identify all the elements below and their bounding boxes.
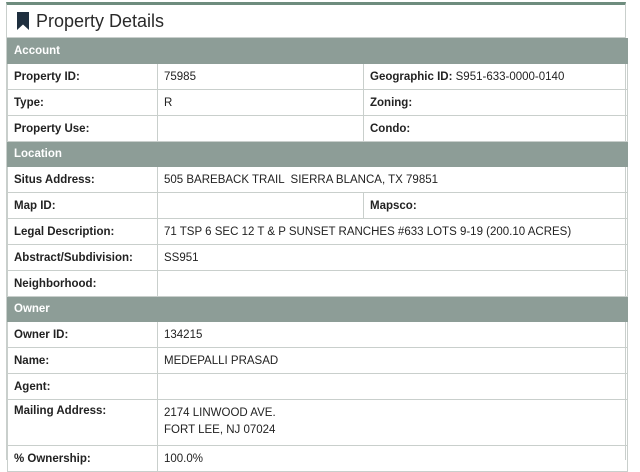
agent-value xyxy=(158,374,628,400)
abstract-subdivision-label: Abstract/Subdivision: xyxy=(8,245,158,271)
owner-id-value: 134215 xyxy=(158,322,628,348)
section-owner xyxy=(8,297,628,322)
property-details-panel xyxy=(6,2,626,465)
table-row xyxy=(8,348,628,374)
condo-label: Condo: xyxy=(370,122,411,135)
table-row xyxy=(8,193,628,219)
geographic-id-value: S951-633-0000-0140 xyxy=(455,70,565,83)
situs-address-value: 505 BAREBACK TRAIL SIERRA BLANCA, TX 79851 xyxy=(158,167,628,193)
bookmark-icon xyxy=(16,12,30,30)
mailing-address-value xyxy=(158,400,628,446)
table-row xyxy=(8,400,628,446)
mapsco-cell xyxy=(364,193,628,219)
type-value: R xyxy=(158,90,364,116)
mailing-address-label: Mailing Address: xyxy=(8,400,158,446)
table-row xyxy=(8,167,628,193)
page-title: Property Details xyxy=(36,10,165,31)
mapsco-label: Mapsco: xyxy=(370,199,417,212)
property-table xyxy=(7,38,628,472)
table-row xyxy=(8,446,628,472)
table-row xyxy=(8,64,628,90)
owner-name-value: MEDEPALLI PRASAD xyxy=(158,348,628,374)
geographic-id-cell xyxy=(364,64,628,90)
abstract-subdivision-value: SS951 xyxy=(158,245,628,271)
map-id-value xyxy=(158,193,364,219)
condo-cell xyxy=(364,116,628,142)
property-use-value xyxy=(158,116,364,142)
legal-description-label: Legal Description: xyxy=(8,219,158,245)
section-heading: Owner xyxy=(8,297,628,322)
ownership-value: 100.0% xyxy=(158,446,628,472)
type-label: Type: xyxy=(8,90,158,116)
table-row xyxy=(8,116,628,142)
zoning-cell xyxy=(364,90,628,116)
table-row xyxy=(8,322,628,348)
property-id-value: 75985 xyxy=(158,64,364,90)
map-id-label: Map ID: xyxy=(8,193,158,219)
property-use-label: Property Use: xyxy=(8,116,158,142)
geographic-id-label: Geographic ID: xyxy=(370,70,453,83)
section-heading: Location xyxy=(8,142,628,167)
legal-description-value: 71 TSP 6 SEC 12 T & P SUNSET RANCHES #633 LOTS 9-19 (200.10 ACRES) xyxy=(158,219,628,245)
panel-title xyxy=(7,5,625,38)
table-row xyxy=(8,90,628,116)
zoning-label: Zoning: xyxy=(370,96,413,109)
owner-name-label: Name: xyxy=(8,348,158,374)
section-location xyxy=(8,142,628,167)
mailing-address-line2: FORT LEE, NJ 07024 xyxy=(164,424,276,436)
table-row xyxy=(8,374,628,400)
section-heading: Account xyxy=(8,39,628,64)
table-row xyxy=(8,245,628,271)
property-id-label: Property ID: xyxy=(8,64,158,90)
situs-address-label: Situs Address: xyxy=(8,167,158,193)
section-account xyxy=(8,39,628,64)
table-row xyxy=(8,271,628,297)
agent-label: Agent: xyxy=(8,374,158,400)
table-row xyxy=(8,219,628,245)
owner-id-label: Owner ID: xyxy=(8,322,158,348)
ownership-label: % Ownership: xyxy=(8,446,158,472)
neighborhood-label: Neighborhood: xyxy=(8,271,158,297)
mailing-address-line1: 2174 LINWOOD AVE. xyxy=(164,407,276,419)
neighborhood-value xyxy=(158,271,628,297)
